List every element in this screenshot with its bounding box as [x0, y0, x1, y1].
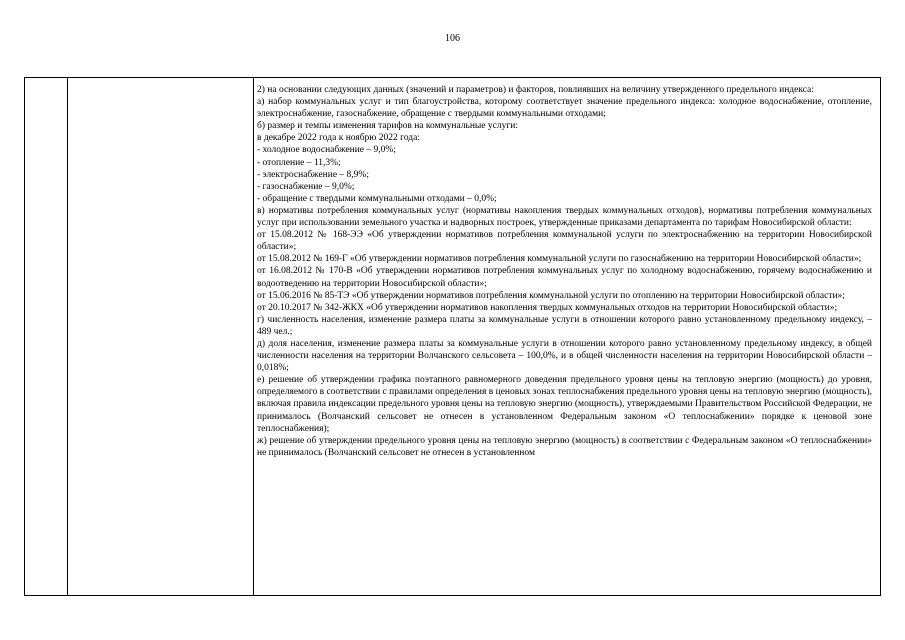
paragraph: б) размер и темпы изменения тарифов на коммунальные услуги: — [257, 121, 518, 132]
paragraph: 2) на основании следующих данных (значений и параметров) и факторов, повлиявших на величину утвержденного предельного индекса: — [257, 85, 814, 95]
paragraph: в) нормативы потребления коммунальных услуг (нормативы накопления твердых коммунальных отходов), нормативы потребления коммунальных услуг при использовании земельного участка и надворных построек, утвержденные приказами департамента по тарифам Новосибирской области: — [257, 205, 872, 229]
document-table — [24, 77, 881, 596]
paragraph: от 20.10.2017 № 342-ЖКХ «Об утверждении нормативов накопления твердых коммунальных отходов на территории Новосибирской области»; — [257, 302, 838, 313]
list-item: - холодное водоснабжение – 9,0%; — [257, 145, 396, 156]
paragraph: ж) решение об утверждении предельного уровня цены на тепловую энергию (мощность) в соответствии с Федеральным законом «О теплоснабжении» не принималось (Волчанский сельсовет не отнесен в установленном — [257, 435, 872, 458]
paragraph: от 15.06.2016 № 85-ТЭ «Об утверждении нормативов потребления коммунальной услуги по отоплению на территории Новосибирской области»; — [257, 290, 845, 301]
list-item: - обращение с твердыми коммунальными отходами – 0,0%; — [257, 193, 497, 204]
paragraph: от 15.08.2012 № 168-ЭЭ «Об утверждении нормативов потребления коммунальной услуги по электроснабжению на территории Новосибирской области»; — [257, 230, 872, 253]
paragraph: от 15.08.2012 № 169-Г «Об утверждении нормативов потребления коммунальной услуги по газоснабжению на территории Новосибирской области»; — [257, 254, 862, 265]
table-column-name — [67, 78, 254, 595]
paragraph: д) доля населения, изменение размера платы за коммунальные услуги в отношении которого равно установленному предельному индексу, в общей численности населения на территории Волчанского сельсовета – 100,0%, и в общей численности населения на территории Новосибирской области – 0,018%; — [257, 338, 872, 374]
paragraph: а) набор коммунальных услуг и тип благоустройства, которому соответствует значение предельного индекса: холодное водоснабжение, отопление, электроснабжение, газоснабжение, обращение с твердыми коммунальными отходами; — [257, 97, 872, 120]
table-column-number — [25, 78, 68, 595]
paragraph: в декабре 2022 года к ноябрю 2022 года: — [257, 133, 420, 144]
paragraph: е) решение об утверждении графика поэтапного равномерного доведения предельного уровня цены на тепловую энергию (мощность) до уровня, определяемого в соответствии с правилами определения в ценовых зонах теплоснабжения предельного уровня цены на тепловую энергию (мощность), включая правила индексации предельного уровня цены на тепловую энергию (мощность), утверждаемыми Правительством Российской Федерации, не принималось (Волчанский сельсовет не отнесен в установленном Федеральным законом «О теплоснабжении» порядке к ценовой зоне теплоснабжения); — [257, 375, 872, 434]
list-item: - газоснабжение – 9,0%; — [257, 181, 355, 192]
list-item: - электроснабжение – 8,9%; — [257, 169, 369, 180]
list-item: - отопление – 11,3%; — [257, 157, 341, 168]
paragraph: от 16.08.2012 № 170-В «Об утверждении нормативов потребления коммунальных услуг по холодному водоснабжению, горячему водоснабжению и водоотведению на территории Новосибирской области»; — [257, 266, 872, 289]
paragraph: г) численность населения, изменение размера платы за коммунальные услуги в отношении которого равно установленному предельному индексу, – 489 чел.; — [257, 314, 872, 337]
table-column-content — [254, 78, 880, 595]
page-number: 106 — [445, 33, 460, 44]
